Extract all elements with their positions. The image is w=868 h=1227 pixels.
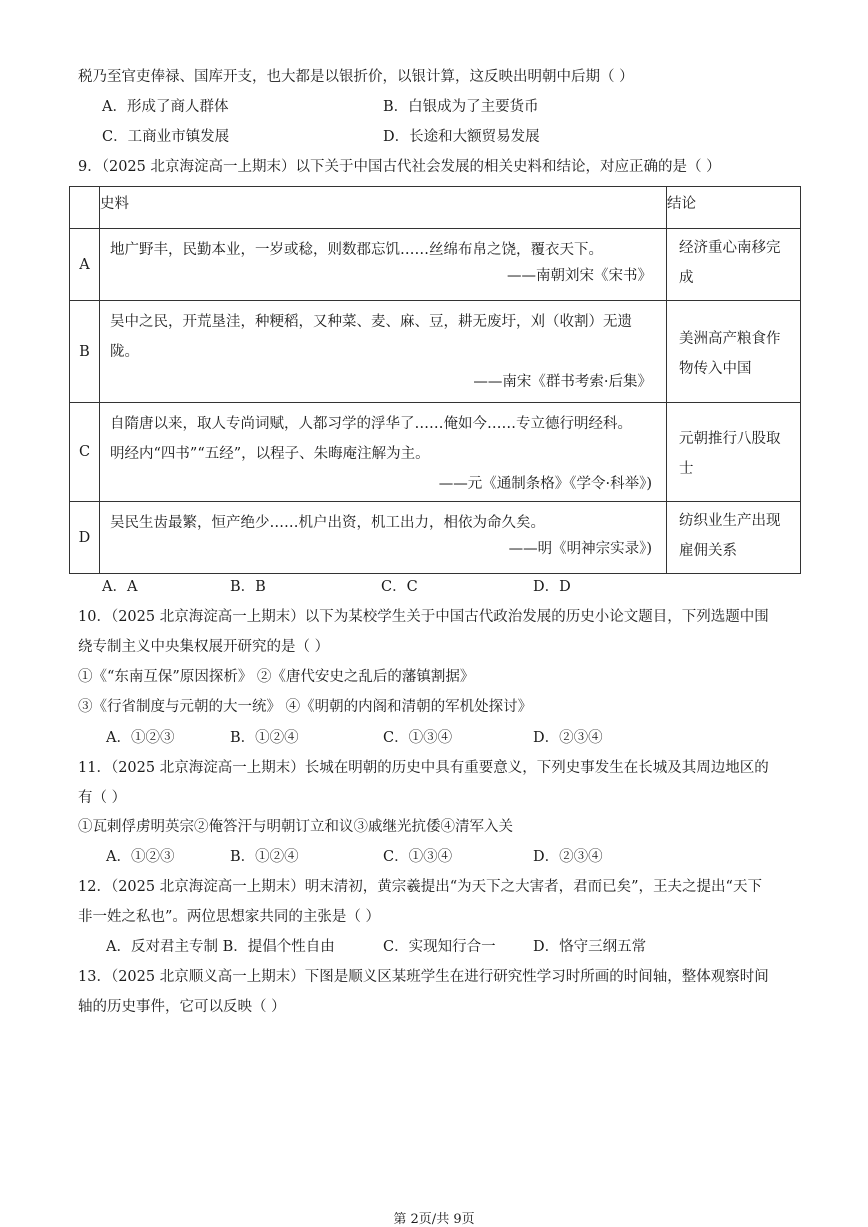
table-row	[70, 403, 801, 502]
q8-option-b[interactable]: B．白银成为了主要货币	[383, 99, 539, 115]
q10-items-line-2: ③《行省制度与元朝的大一统》 ④《明朝的内阁和清朝的军机处探讨》	[78, 699, 533, 715]
conclusion-line-1: 纺织业生产出现	[679, 513, 781, 529]
row-conclusion	[667, 403, 801, 502]
row-conclusion	[667, 229, 801, 301]
q10-option-d[interactable]: D．②③④	[533, 730, 603, 746]
q11-stem-line-2: 有（ ）	[78, 790, 127, 806]
q12-options-row	[0, 937, 868, 957]
source-citation: ——南宋《群书考索·后集》	[473, 374, 652, 390]
q8-options-row-2	[0, 127, 868, 147]
source-citation: ——南朝刘宋《宋书》	[507, 268, 652, 284]
table-header-conclusion: 结论	[667, 187, 801, 229]
q12-option-c[interactable]: C．实现知行合一	[383, 939, 496, 955]
row-conclusion	[667, 301, 801, 403]
q9-stem: 9．（2025 北京海淀高一上期末）以下关于中国古代社会发展的相关史料和结论，对应正确的是（ ）	[78, 159, 721, 175]
q10-options-row	[0, 728, 868, 748]
conclusion-line-2: 成	[679, 270, 694, 286]
q12-option-a[interactable]: A．反对君主专制 B．提倡个性自由	[106, 939, 335, 955]
q10-items-line-1: ①《“东南互保”原因探析》 ②《唐代安史之乱后的藩镇割据》	[78, 669, 475, 685]
row-source	[100, 229, 667, 301]
row-conclusion	[667, 502, 801, 574]
row-source	[100, 301, 667, 403]
conclusion-line-2: 士	[679, 461, 694, 477]
q8-option-c[interactable]: C．工商业市镇发展	[102, 129, 230, 145]
q9-table	[69, 186, 801, 574]
row-label: B	[70, 301, 100, 403]
q11-option-b[interactable]: B．①②④	[230, 849, 299, 865]
source-text-line-2: 明经内“四书”“五经”，以程子、朱晦庵注解为主。	[110, 446, 430, 462]
q10-option-c[interactable]: C．①③④	[383, 730, 453, 746]
q12-option-d[interactable]: D．恪守三纲五常	[533, 939, 647, 955]
q13-stem-line-1: 13．（2025 北京顺义高一上期末）下图是顺义区某班学生在进行研究性学习时所画的时间轴，整体观察时间	[78, 969, 769, 985]
conclusion-line-1: 美洲高产粮食作	[679, 330, 781, 347]
conclusion-line-2: 雇佣关系	[679, 543, 737, 559]
table-row	[70, 229, 801, 301]
q12-stem-line-1: 12．（2025 北京海淀高一上期末）明末清初，黄宗羲提出“为天下之大害者，君而已矣”，王夫之提出“天下	[78, 879, 762, 895]
q10-stem-line-2: 绕专制主义中央集权展开研究的是（ ）	[78, 639, 330, 655]
q12-stem-line-2: 非一姓之私也”。两位思想家共同的主张是（ ）	[78, 909, 381, 925]
q9-option-c[interactable]: C．C	[381, 579, 418, 595]
q11-option-a[interactable]: A．①②③	[106, 849, 175, 865]
source-text: 吴民生齿最繁，恒产绝少……机户出资，机工出力，相依为命久矣。	[110, 515, 545, 531]
q11-option-d[interactable]: D．②③④	[533, 849, 603, 865]
table-header-blank	[70, 187, 100, 229]
conclusion-line-1: 经济重心南移完	[679, 240, 781, 256]
q8-option-d[interactable]: D．长途和大额贸易发展	[383, 129, 540, 145]
q11-items: ①瓦剌俘虏明英宗②俺答汗与明朝订立和议③戚继光抗倭④清军入关	[78, 819, 513, 835]
row-label: A	[70, 229, 100, 301]
q9-option-b[interactable]: B．B	[230, 579, 266, 595]
page-footer: 第 2页/共 9页	[393, 1212, 475, 1227]
source-citation: ——明《明神宗实录》)	[508, 541, 652, 557]
q13-stem-line-2: 轴的历史事件，它可以反映（ ）	[78, 999, 286, 1015]
source-text-line-1: 自隋唐以来，取人专尚词赋，人都习学的浮华了……俺如今……专立德行明经科。	[110, 416, 632, 432]
q8-stem-tail: 税乃至官吏俸禄、国库开支，也大都是以银折价，以银计算，这反映出明朝中后期（ ）	[78, 69, 634, 85]
source-citation: ——元《通制条格》《学令·科举》)	[438, 476, 652, 492]
table-header-source: 史料	[100, 187, 667, 229]
q9-option-d[interactable]: D．D	[533, 579, 571, 595]
table-row	[70, 301, 801, 403]
q11-option-c[interactable]: C．①③④	[383, 849, 453, 865]
q11-options-row	[0, 847, 868, 867]
row-source	[100, 502, 667, 574]
conclusion-line-1: 元朝推行八股取	[679, 431, 781, 447]
q8-options-row-1	[0, 97, 868, 117]
table-header-row	[70, 187, 801, 229]
q10-option-b[interactable]: B．①②④	[230, 730, 299, 746]
source-text-line-2: 陇。	[110, 344, 139, 360]
conclusion-line-2: 物传入中国	[679, 360, 752, 377]
row-label: C	[70, 403, 100, 502]
q8-option-a[interactable]: A．形成了商人群体	[102, 99, 229, 115]
q11-stem-line-1: 11．（2025 北京海淀高一上期末）长城在明朝的历史中具有重要意义，下列史事发生在长城及其周边地区的	[78, 760, 769, 776]
row-label: D	[70, 502, 100, 574]
q10-option-a[interactable]: A．①②③	[106, 730, 175, 746]
q9-option-a[interactable]: A．A	[102, 579, 138, 595]
source-text-line-1: 吴中之民，开荒垦洼，种粳稻，又种菜、麦、麻、豆，耕无废圩，刈（收割）无遗	[110, 314, 632, 330]
row-source	[100, 403, 667, 502]
q9-options-row	[0, 577, 868, 597]
source-text: 地广野丰，民勤本业，一岁或稔，则数郡忘饥……丝绵布帛之饶，覆衣天下。	[110, 242, 603, 258]
q10-stem-line-1: 10．（2025 北京海淀高一上期末）以下为某校学生关于中国古代政治发展的历史小论文题目，下列选题中围	[78, 609, 769, 625]
table-row	[70, 502, 801, 574]
